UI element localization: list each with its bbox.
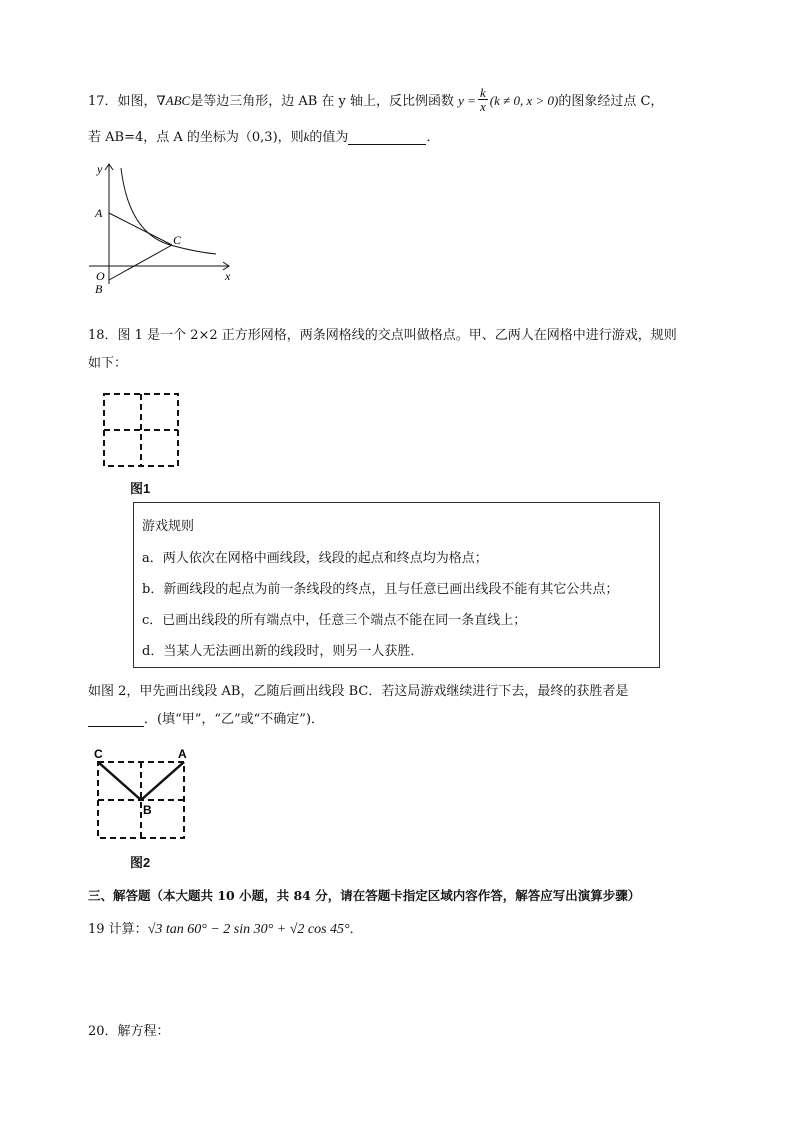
q18-line1: 18．图 1 是一个 2×2 正方形网格，两条网格线的交点叫做格点。甲、乙两人在网格中进行游戏，规则 [88,328,677,343]
figure-1-grid [102,392,180,468]
rules-title: 游戏规则 [142,519,195,534]
q20-line: 20．解方程： [88,1024,170,1039]
rule-c: c．已画出线段的所有端点中，任意三个端点不能在同一条直线上； [142,613,527,628]
q17-line1 [88,85,664,115]
q19-end: ． [349,922,363,937]
segment-ab [141,762,184,800]
segment-ac [109,213,172,245]
q17-text-b: 是等边三角形，边 AB 在 y 轴上，反比例函数 [190,94,455,109]
label-y: y [97,162,103,176]
q18-line2: 如下： [88,356,128,371]
fig2-label-c: C [94,747,103,761]
figure-1-caption: 图1 [130,481,151,496]
q17-text-c: 的图象经过点 C， [558,94,664,109]
label-x: x [225,269,231,283]
k-variable: k [303,129,310,144]
section-3-heading: 三、解答题（本大题共 10 小题，共 84 分，请在答题卡指定区域内容作答，解答应写出演算步骤） [88,888,641,903]
q17-text-2a: 若 AB=4，点 A 的坐标为（0,3)，则 [88,130,304,145]
rule-d: d．当某人无法画出新的线段时，则另一人获胜． [142,644,424,659]
q17-end: ． [426,130,440,145]
q18-line4 [88,708,324,727]
label-o: O [96,269,105,283]
function-fraction [478,86,488,113]
figure-2-grid [90,742,200,842]
hyperbola-curve [121,168,216,254]
label-a: A [95,206,103,220]
function-lhs: y = [458,93,476,108]
segment-bc [109,245,172,280]
label-c: C [173,233,182,247]
fraction-numerator: k [479,85,486,100]
q18-fill-hint: ．(填“甲”，“乙”或“不确定”)． [144,712,325,727]
rule-a: a．两人依次在网格中画线段，线段的起点和终点均为格点； [142,551,488,566]
fig2-label-a: A [178,747,187,761]
triangle-name: ABC [165,93,191,108]
answer-blank-18[interactable] [88,712,144,727]
q17-intro: 17．如图， [88,94,157,109]
segment-bc-grid [98,762,141,800]
game-rules-box [133,502,660,668]
label-b: B [95,282,103,296]
q19-line [88,918,363,938]
function-condition: (k ≠ 0, x > 0) [489,93,559,108]
q17-text-2b: 的值为 [309,130,349,145]
fig2-label-b: B [143,803,152,817]
q18-line3: 如图 2，甲先画出线段 AB，乙随后画出线段 BC．若这局游戏继续进行下去，最终的获胜者是 [88,684,629,699]
fraction-denominator: x [479,99,486,114]
q17-figure [84,156,244,296]
figure-2-caption: 图2 [130,855,151,870]
answer-blank-17[interactable] [348,130,426,145]
triangle-symbol: ∇ [156,94,166,109]
q17-line2 [88,126,439,145]
rule-b: b．新画线段的起点为前一条线段的终点，且与任意已画出线段不能有其它公共点； [142,582,619,597]
q19-prefix: 19 计算： [88,922,148,937]
q19-expression: √3 tan 60° − 2 sin 30° + √2 cos 45° [147,922,350,937]
